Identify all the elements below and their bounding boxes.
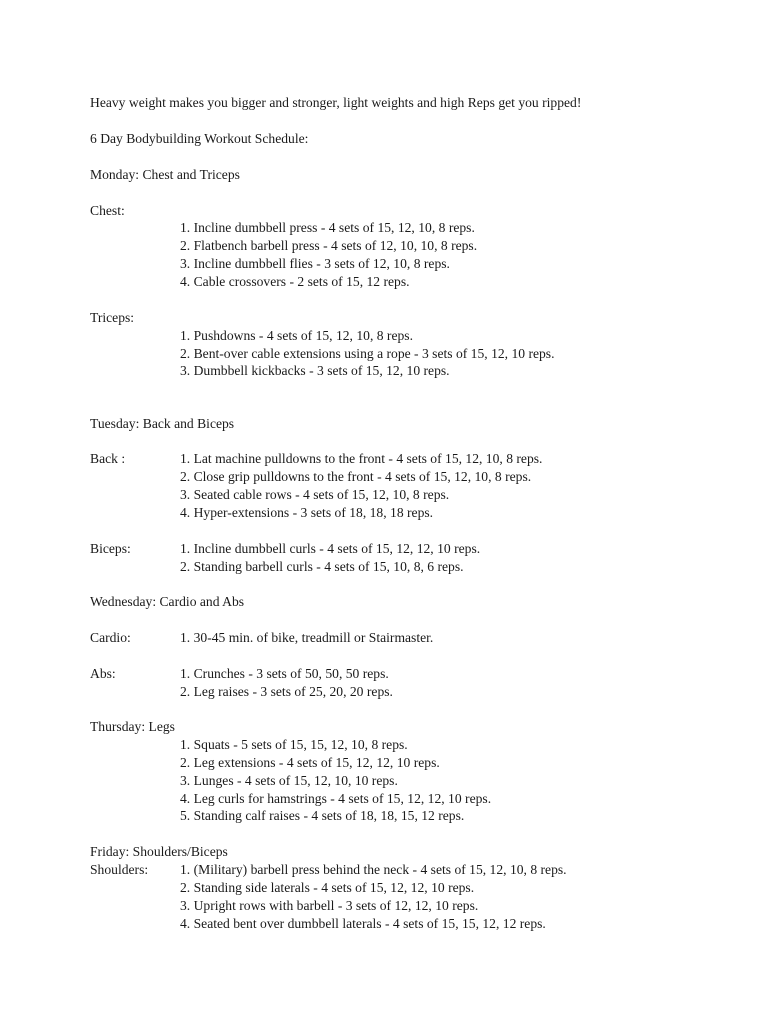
list-item: 4. Hyper-extensions - 3 sets of 18, 18, 18 reps. (180, 505, 434, 520)
intro-text: Heavy weight makes you bigger and stronger, light weights and high Reps get you ripped! (90, 95, 582, 110)
list-item: 1. Crunches - 3 sets of 50, 50, 50 reps. (180, 666, 389, 681)
friday-heading: Friday: Shoulders/Biceps (90, 844, 228, 859)
list-item: 5. Standing calf raises - 4 sets of 18, 18, 15, 12 reps. (180, 808, 465, 823)
list-item: 1. Pushdowns - 4 sets of 15, 12, 10, 8 reps. (180, 328, 413, 343)
list-item: 2. Standing side laterals - 4 sets of 15, 12, 12, 10 reps. (180, 880, 475, 895)
list-item: 3. Dumbbell kickbacks - 3 sets of 15, 12, 10 reps. (180, 363, 450, 378)
shoulders-label: Shoulders: (90, 862, 149, 877)
biceps-label: Biceps: (90, 541, 131, 556)
monday-heading: Monday: Chest and Triceps (90, 167, 240, 182)
list-item: 2. Close grip pulldowns to the front - 4 sets of 15, 12, 10, 8 reps. (180, 469, 532, 484)
chest-label: Chest: (90, 203, 125, 218)
triceps-label: Triceps: (90, 310, 135, 325)
list-item: 2. Leg raises - 3 sets of 25, 20, 20 reps. (180, 684, 393, 699)
list-item: 2. Standing barbell curls - 4 sets of 15, 10, 8, 6 reps. (180, 559, 464, 574)
list-item: 1. Incline dumbbell curls - 4 sets of 15, 12, 12, 10 reps. (180, 541, 481, 556)
list-item: 1. Squats - 5 sets of 15, 15, 12, 10, 8 reps. (180, 737, 408, 752)
back-label: Back : (90, 451, 126, 466)
list-item: 2. Leg extensions - 4 sets of 15, 12, 12, 10 reps. (180, 755, 440, 770)
list-item: 3. Lunges - 4 sets of 15, 12, 10, 10 reps. (180, 773, 398, 788)
wednesday-heading: Wednesday: Cardio and Abs (90, 594, 245, 609)
abs-label: Abs: (90, 666, 116, 681)
thursday-heading: Thursday: Legs (90, 719, 175, 734)
list-item: 1. (Military) barbell press behind the neck - 4 sets of 15, 12, 10, 8 reps. (180, 862, 567, 877)
list-item: 2. Bent-over cable extensions using a rope - 3 sets of 15, 12, 10 reps. (180, 346, 555, 361)
list-item: 1. 30-45 min. of bike, treadmill or Stairmaster. (180, 630, 434, 645)
list-item: 1. Lat machine pulldowns to the front - 4 sets of 15, 12, 10, 8 reps. (180, 451, 543, 466)
list-item: 3. Seated cable rows - 4 sets of 15, 12, 10, 8 reps. (180, 487, 450, 502)
list-item: 1. Incline dumbbell press - 4 sets of 15, 12, 10, 8 reps. (180, 220, 475, 235)
list-item: 3. Incline dumbbell flies - 3 sets of 12, 10, 8 reps. (180, 256, 450, 271)
schedule-title: 6 Day Bodybuilding Workout Schedule: (90, 131, 309, 146)
tuesday-heading: Tuesday: Back and Biceps (90, 416, 235, 431)
list-item: 4. Seated bent over dumbbell laterals - 4 sets of 15, 15, 12, 12 reps. (180, 916, 546, 931)
list-item: 3. Upright rows with barbell - 3 sets of 12, 12, 10 reps. (180, 898, 479, 913)
list-item: 4. Leg curls for hamstrings - 4 sets of 15, 12, 12, 10 reps. (180, 791, 492, 806)
cardio-label: Cardio: (90, 630, 131, 645)
list-item: 4. Cable crossovers - 2 sets of 15, 12 reps. (180, 274, 410, 289)
list-item: 2. Flatbench barbell press - 4 sets of 12, 10, 10, 8 reps. (180, 238, 478, 253)
